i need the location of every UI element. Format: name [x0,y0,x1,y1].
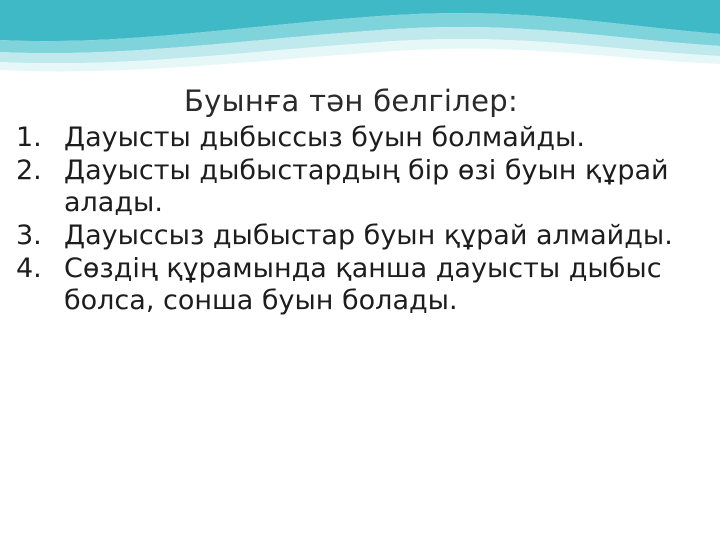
slide-content [0,84,720,318]
list-item-text: Сөздің құрамында қанша дауысты дыбыс болса, сонша буын болады. [64,253,662,316]
list-item [16,220,702,251]
list-item-marker: 3. [16,219,42,251]
teal-wave-banner [0,0,720,80]
list-item-text: Дауысты дыбыссыз буын болмайды. [64,122,585,153]
list-item-marker: 1. [16,122,42,153]
list-item [16,122,702,153]
list-item-marker: 2. [16,155,42,187]
list-item-marker: 4. [16,253,42,285]
list-item-text: Дауысты дыбыстардың бір өзі буын құрай алады. [64,155,669,218]
list-item [16,155,702,218]
list-item-text: Дауыссыз дыбыстар буын құрай алмайды. [64,219,673,251]
points-list [0,122,720,316]
slide-title: Буынға тән белгілер: [183,84,519,118]
list-item [16,253,702,316]
